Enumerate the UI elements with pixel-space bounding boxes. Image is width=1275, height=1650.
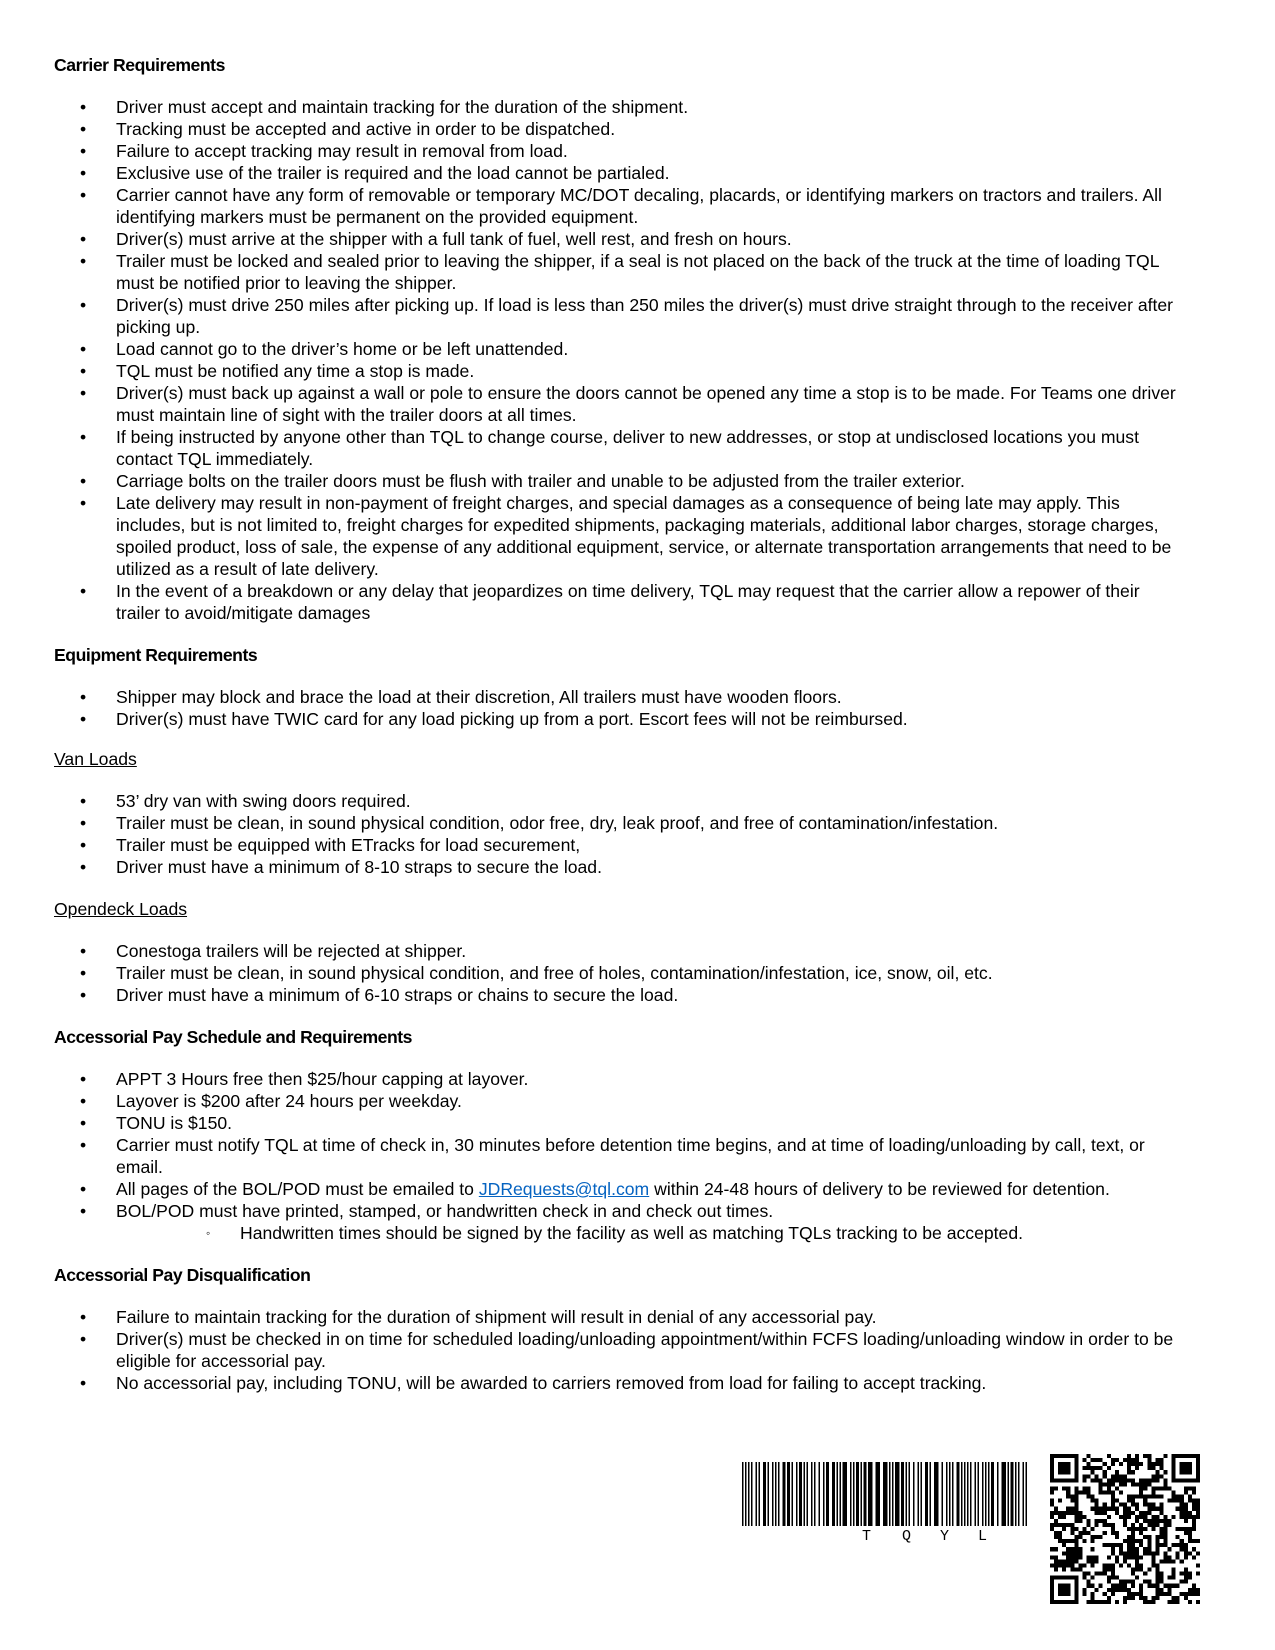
list-item: • Shipper may block and brace the load at their discretion, All trailers must have wooden floors. bbox=[80, 687, 842, 707]
bullet-icon: • bbox=[80, 857, 87, 877]
bullet-icon: • bbox=[80, 185, 87, 205]
bullet-icon: • bbox=[80, 1113, 87, 1133]
bullet-icon: • bbox=[80, 1201, 87, 1221]
bullet-icon: • bbox=[80, 985, 87, 1005]
list-item: • Driver(s) must have TWIC card for any load picking up from a port. Escort fees will not be reimbursed. bbox=[80, 709, 908, 729]
list-item: • Layover is $200 after 24 hours per weekday. bbox=[80, 1091, 462, 1111]
list-item: • Driver must accept and maintain tracking for the duration of the shipment. bbox=[80, 97, 689, 117]
bullet-icon: • bbox=[80, 361, 87, 381]
accessorial-pay-heading: Accessorial Pay Schedule and Requirements bbox=[54, 1027, 413, 1047]
bullet-icon: • bbox=[80, 791, 87, 811]
qr-code-image bbox=[1050, 1454, 1200, 1604]
list-item: • Trailer must be clean, in sound physical condition, odor free, dry, leak proof, and free of contamination/infestation. bbox=[80, 813, 999, 833]
opendeck-loads-list bbox=[54, 940, 1184, 1006]
bullet-icon: • bbox=[80, 581, 87, 601]
barcode-letter: Q bbox=[902, 1528, 912, 1545]
bullet-icon: • bbox=[80, 251, 87, 271]
bullet-icon: • bbox=[80, 427, 87, 447]
list-item: • Carrier must notify TQL at time of check in, 30 minutes before detention time begins, and at time of loading/unloading by call, text, or email. bbox=[80, 1135, 1145, 1177]
list-item: • Trailer must be clean, in sound physical condition, and free of holes, contamination/infestation, ice, snow, oil, etc. bbox=[80, 963, 993, 983]
document-content bbox=[54, 54, 1184, 1394]
bullet-icon: • bbox=[80, 471, 87, 491]
carrier-requirements-heading: Carrier Requirements bbox=[54, 55, 225, 75]
list-item: • Late delivery may result in non-payment of freight charges, and special damages as a consequence of being late may apply. This includes, but is not limited to, freight charges for expedited shipments, packaging materials, additional labor charges, storage charges, spoiled product, loss of sale, the expense of any additional equipment, service, or alternate transportation arrangements that need to be utilized as a result of late delivery. bbox=[80, 493, 1172, 579]
list-item: • Failure to maintain tracking for the duration of shipment will result in denial of any accessorial pay. bbox=[80, 1307, 877, 1327]
bullet-icon: • bbox=[80, 1373, 87, 1393]
bullet-icon: • bbox=[80, 835, 87, 855]
list-item: • 53’ dry van with swing doors required. bbox=[80, 791, 411, 811]
list-item: • APPT 3 Hours free then $25/hour capping at layover. bbox=[80, 1069, 529, 1089]
list-item: • BOL/POD must have printed, stamped, or handwritten check in and check out times. ◦ Handwritten times should be signed by the facility as well as matching TQLs tracking to be accepted. bbox=[54, 1200, 1184, 1244]
bullet-icon: • bbox=[80, 1179, 87, 1199]
list-item: • If being instructed by anyone other than TQL to change course, deliver to new addresses, or stop at undisclosed locations you must contact TQL immediately. bbox=[80, 427, 1139, 469]
bullet-icon: • bbox=[80, 1307, 87, 1327]
list-item: • Carrier cannot have any form of removable or temporary MC/DOT decaling, placards, or identifying markers on tractors and trailers. All identifying markers must be permanent on the provided equipment. bbox=[80, 185, 1162, 227]
bullet-icon: • bbox=[80, 1091, 87, 1111]
sub-bullet-icon: ◦ bbox=[206, 1226, 211, 1240]
list-item: • All pages of the BOL/POD must be emailed to JDRequests@tql.com within 24-48 hours of delivery to be reviewed for detention. bbox=[80, 1179, 1110, 1199]
bullet-icon: • bbox=[80, 119, 87, 139]
list-item: • Trailer must be equipped with ETracks for load securement, bbox=[80, 835, 581, 855]
bullet-icon: • bbox=[80, 813, 87, 833]
list-item: • Driver(s) must back up against a wall or pole to ensure the doors cannot be opened any time a stop is to be made. For Teams one driver must maintain line of sight with the trailer doors at all times. bbox=[80, 383, 1176, 425]
list-item: • Driver(s) must be checked in on time for scheduled loading/unloading appointment/within FCFS loading/unloading window in order to be eligible for accessorial pay. bbox=[80, 1329, 1174, 1371]
list-item: • Failure to accept tracking may result in removal from load. bbox=[80, 141, 568, 161]
barcode-letter: L bbox=[978, 1528, 988, 1545]
bullet-icon: • bbox=[80, 1069, 87, 1089]
list-item: • Exclusive use of the trailer is required and the load cannot be partialed. bbox=[80, 163, 670, 183]
list-item: • Carriage bolts on the trailer doors must be flush with trailer and unable to be adjusted from the trailer exterior. bbox=[80, 471, 965, 491]
opendeck-loads-heading: Opendeck Loads bbox=[54, 899, 188, 919]
van-loads-list bbox=[54, 790, 1184, 878]
bullet-icon: • bbox=[80, 1135, 87, 1155]
list-item: • Conestoga trailers will be rejected at shipper. bbox=[80, 941, 467, 961]
sub-list bbox=[116, 1222, 1184, 1244]
list-item: • In the event of a breakdown or any delay that jeopardizes on time delivery, TQL may request that the carrier allow a repower of their trailer to avoid/mitigate damages bbox=[80, 581, 1140, 623]
bullet-icon: • bbox=[80, 941, 87, 961]
bullet-icon: • bbox=[80, 493, 87, 513]
barcode-text bbox=[742, 1526, 1028, 1544]
barcode-letter: Y bbox=[940, 1528, 950, 1545]
list-item: • Trailer must be locked and sealed prior to leaving the shipper, if a seal is not placed on the back of the truck at the time of loading TQL must be notified prior to leaving the shipper. bbox=[80, 251, 1159, 293]
list-item: • Driver must have a minimum of 8-10 straps to secure the load. bbox=[80, 857, 602, 877]
bullet-icon: • bbox=[80, 163, 87, 183]
list-item: • Driver must have a minimum of 6-10 straps or chains to secure the load. bbox=[80, 985, 679, 1005]
sub-list-item: ◦ Handwritten times should be signed by the facility as well as matching TQLs tracking to be accepted. bbox=[206, 1223, 1023, 1243]
list-item: • TONU is $150. bbox=[80, 1113, 233, 1133]
carrier-requirements-list bbox=[54, 96, 1184, 624]
van-loads-heading: Van Loads bbox=[54, 749, 137, 769]
email-link[interactable]: JDRequests@tql.com bbox=[478, 1179, 650, 1199]
accessorial-disqualification-heading: Accessorial Pay Disqualification bbox=[54, 1265, 311, 1285]
list-item: • TQL must be notified any time a stop is made. bbox=[80, 361, 475, 381]
accessorial-pay-list bbox=[54, 1068, 1184, 1244]
accessorial-disqualification-list bbox=[54, 1306, 1184, 1394]
barcode-image bbox=[742, 1462, 1028, 1526]
list-item: • Tracking must be accepted and active in order to be dispatched. bbox=[80, 119, 616, 139]
bullet-icon: • bbox=[80, 229, 87, 249]
list-item: • Driver(s) must arrive at the shipper with a full tank of fuel, well rest, and fresh on hours. bbox=[80, 229, 792, 249]
bullet-icon: • bbox=[80, 709, 87, 729]
bullet-icon: • bbox=[80, 687, 87, 707]
bullet-icon: • bbox=[80, 963, 87, 983]
list-item: • No accessorial pay, including TONU, will be awarded to carriers removed from load for failing to accept tracking. bbox=[80, 1373, 987, 1393]
bullet-icon: • bbox=[80, 383, 87, 403]
list-item: • Load cannot go to the driver’s home or be left unattended. bbox=[80, 339, 569, 359]
barcode-letter: T bbox=[862, 1528, 872, 1545]
bullet-icon: • bbox=[80, 97, 87, 117]
equipment-requirements-heading: Equipment Requirements bbox=[54, 645, 258, 665]
equipment-requirements-list bbox=[54, 686, 1184, 730]
bullet-icon: • bbox=[80, 339, 87, 359]
list-item: • Driver(s) must drive 250 miles after picking up. If load is less than 250 miles the driver(s) must drive straight through to the receiver after picking up. bbox=[80, 295, 1174, 337]
bullet-icon: • bbox=[80, 295, 87, 315]
bullet-icon: • bbox=[80, 1329, 87, 1349]
bullet-icon: • bbox=[80, 141, 87, 161]
